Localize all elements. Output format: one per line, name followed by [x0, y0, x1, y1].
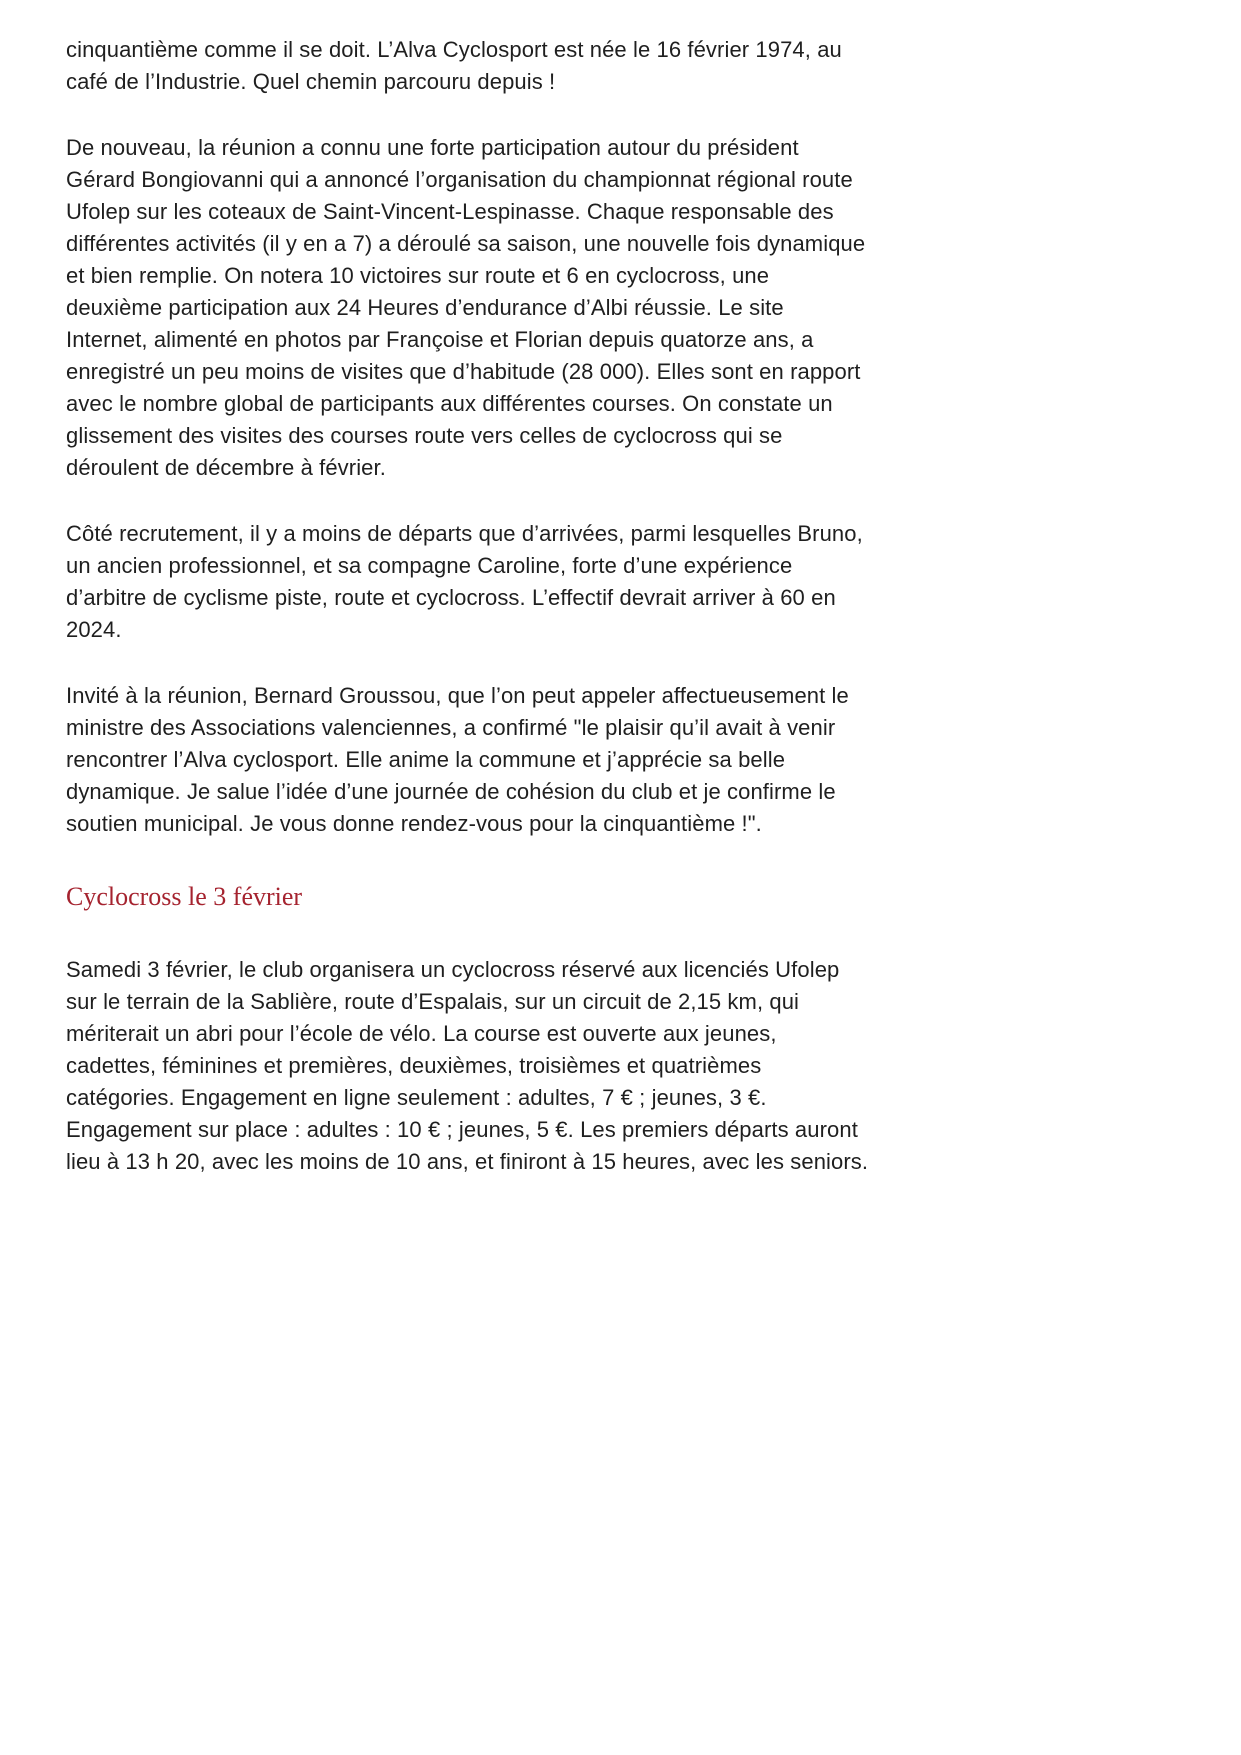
- paragraph-meeting-report: De nouveau, la réunion a connu une forte participation autour du président Gérard Bongiovanni qui a annoncé l’organisation du championnat régional route Ufolep sur les coteaux de Saint-Vincent-Lespinasse. Chaque responsable des différentes activités (il y en a 7) a déroulé sa saison, une nouvelle fois dynamique et bien remplie. On notera 10 victoires sur route et 6 en cyclocross, une deuxième participation aux 24 Heures d’endurance d’Albi réussie. Le site Internet, alimenté en photos par Françoise et Florian depuis quatorze ans, a enregistré un peu moins de visites que d’habitude (28 000). Elles sont en rapport avec le nombre global de participants aux différentes courses. On constate un glissement des visites des courses route vers celles de cyclocross qui se déroulent de décembre à février.: [66, 135, 866, 480]
- paragraph-cyclocross-event: Samedi 3 février, le club organisera un cyclocross réservé aux licenciés Ufolep sur le terrain de la Sablière, route d’Espalais, sur un circuit de 2,15 km, qui mériterait un abri pour l’école de vélo. La course est ouverte aux jeunes, cadettes, féminines et premières, deuxièmes, troisièmes et quatrièmes catégories. Engagement en ligne seulement : adultes, 7 € ; jeunes, 3 €. Engagement sur place : adultes : 10 € ; jeunes, 5 €. Les premiers départs auront lieu à 13 h 20, avec les moins de 10 ans, et finiront à 15 heures, avec les seniors.: [66, 957, 869, 1174]
- paragraph-anniversary: cinquantième comme il se doit. L’Alva Cyclosport est née le 16 février 1974, au café de l’Industrie. Quel chemin parcouru depuis !: [66, 37, 842, 94]
- section-heading-cyclocross: Cyclocross le 3 février: [66, 882, 303, 911]
- paragraph-guest-quote: Invité à la réunion, Bernard Groussou, que l’on peut appeler affectueusement le ministre des Associations valenciennes, a confirmé "le plaisir qu’il avait à venir rencontrer l’Alva cyclosport. Elle anime la commune et j’apprécie sa belle dynamique. Je salue l’idée d’une journée de cohésion du club et je confirme le soutien municipal. Je vous donne rendez-vous pour la cinquantième !".: [66, 683, 849, 836]
- paragraph-recruitment: Côté recrutement, il y a moins de départs que d’arrivées, parmi lesquelles Bruno, un ancien professionnel, et sa compagne Caroline, forte d’une expérience d’arbitre de cyclisme piste, route et cyclocross. L’effectif devrait arriver à 60 en 2024.: [66, 521, 863, 642]
